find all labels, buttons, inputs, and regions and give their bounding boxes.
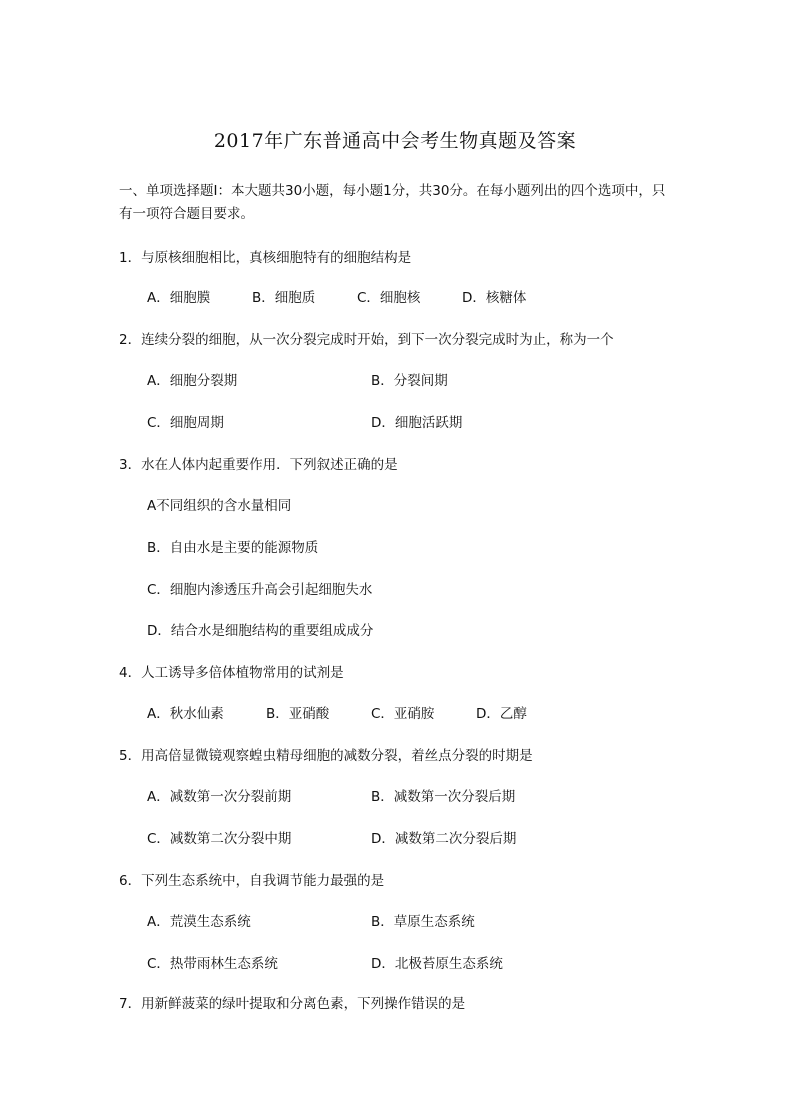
section-header: 一、单项选择题I：本大题共30小题，每小题1分，共30分。在每小题列出的四个选项中，只有一项符合题目要求。 (119, 183, 666, 222)
question-6-option-b: B．草原生态系统 (371, 914, 475, 930)
question-3-option-b: B．自由水是主要的能源物质 (147, 540, 319, 556)
question-1-option-d: D．核糖体 (462, 290, 527, 306)
question-4-option-a: A．秋水仙素 (147, 706, 224, 722)
question-7-stem: 7．用新鲜菠菜的绿叶提取和分离色素，下列操作错误的是 (119, 996, 466, 1012)
question-2-option-b: B．分裂间期 (371, 373, 448, 389)
question-3-option-a: A不同组织的含水量相同 (147, 498, 292, 514)
question-4-option-b: B．亚硝酸 (266, 706, 330, 722)
question-1-option-b: B．细胞质 (252, 290, 316, 306)
question-4-stem: 4．人工诱导多倍体植物常用的试剂是 (119, 665, 344, 681)
question-1-stem: 1．与原核细胞相比，真核细胞特有的细胞结构是 (119, 250, 412, 266)
question-2-option-a: A．细胞分裂期 (147, 373, 238, 389)
question-1-option-c: C．细胞核 (357, 290, 421, 306)
question-2-option-d: D．细胞活跃期 (371, 415, 463, 431)
question-6-option-a: A．荒漠生态系统 (147, 914, 251, 930)
question-5-option-a: A．减数第一次分裂前期 (147, 789, 292, 805)
question-2-stem: 2．连续分裂的细胞，从一次分裂完成时开始，到下一次分裂完成时为止，称为一个 (119, 332, 614, 348)
question-5-stem: 5．用高倍显微镜观察蝗虫精母细胞的减数分裂，着丝点分裂的时期是 (119, 748, 533, 764)
question-5-option-b: B．减数第一次分裂后期 (371, 789, 516, 805)
question-4-option-c: C．亚硝胺 (371, 706, 435, 722)
question-3-stem: 3．水在人体内起重要作用．下列叙述正确的是 (119, 457, 398, 473)
question-5-option-c: C．减数第二次分裂中期 (147, 831, 292, 847)
question-6-option-c: C．热带雨林生态系统 (147, 956, 278, 972)
question-5-option-d: D．减数第二次分裂后期 (371, 831, 517, 847)
question-2-option-c: C．细胞周期 (147, 415, 224, 431)
question-3-option-d: D．结合水是细胞结构的重要组成成分 (147, 623, 374, 639)
question-4-option-d: D．乙醇 (476, 706, 527, 722)
page-title: 2017年广东普通高中会考生物真题及答案 (213, 130, 577, 152)
question-1-option-a: A．细胞膜 (147, 290, 211, 306)
question-6-stem: 6．下列生态系统中，自我调节能力最强的是 (119, 873, 385, 889)
question-3-option-c: C．细胞内渗透压升高会引起细胞失水 (147, 582, 373, 598)
question-6-option-d: D．北极苔原生态系统 (371, 956, 503, 972)
